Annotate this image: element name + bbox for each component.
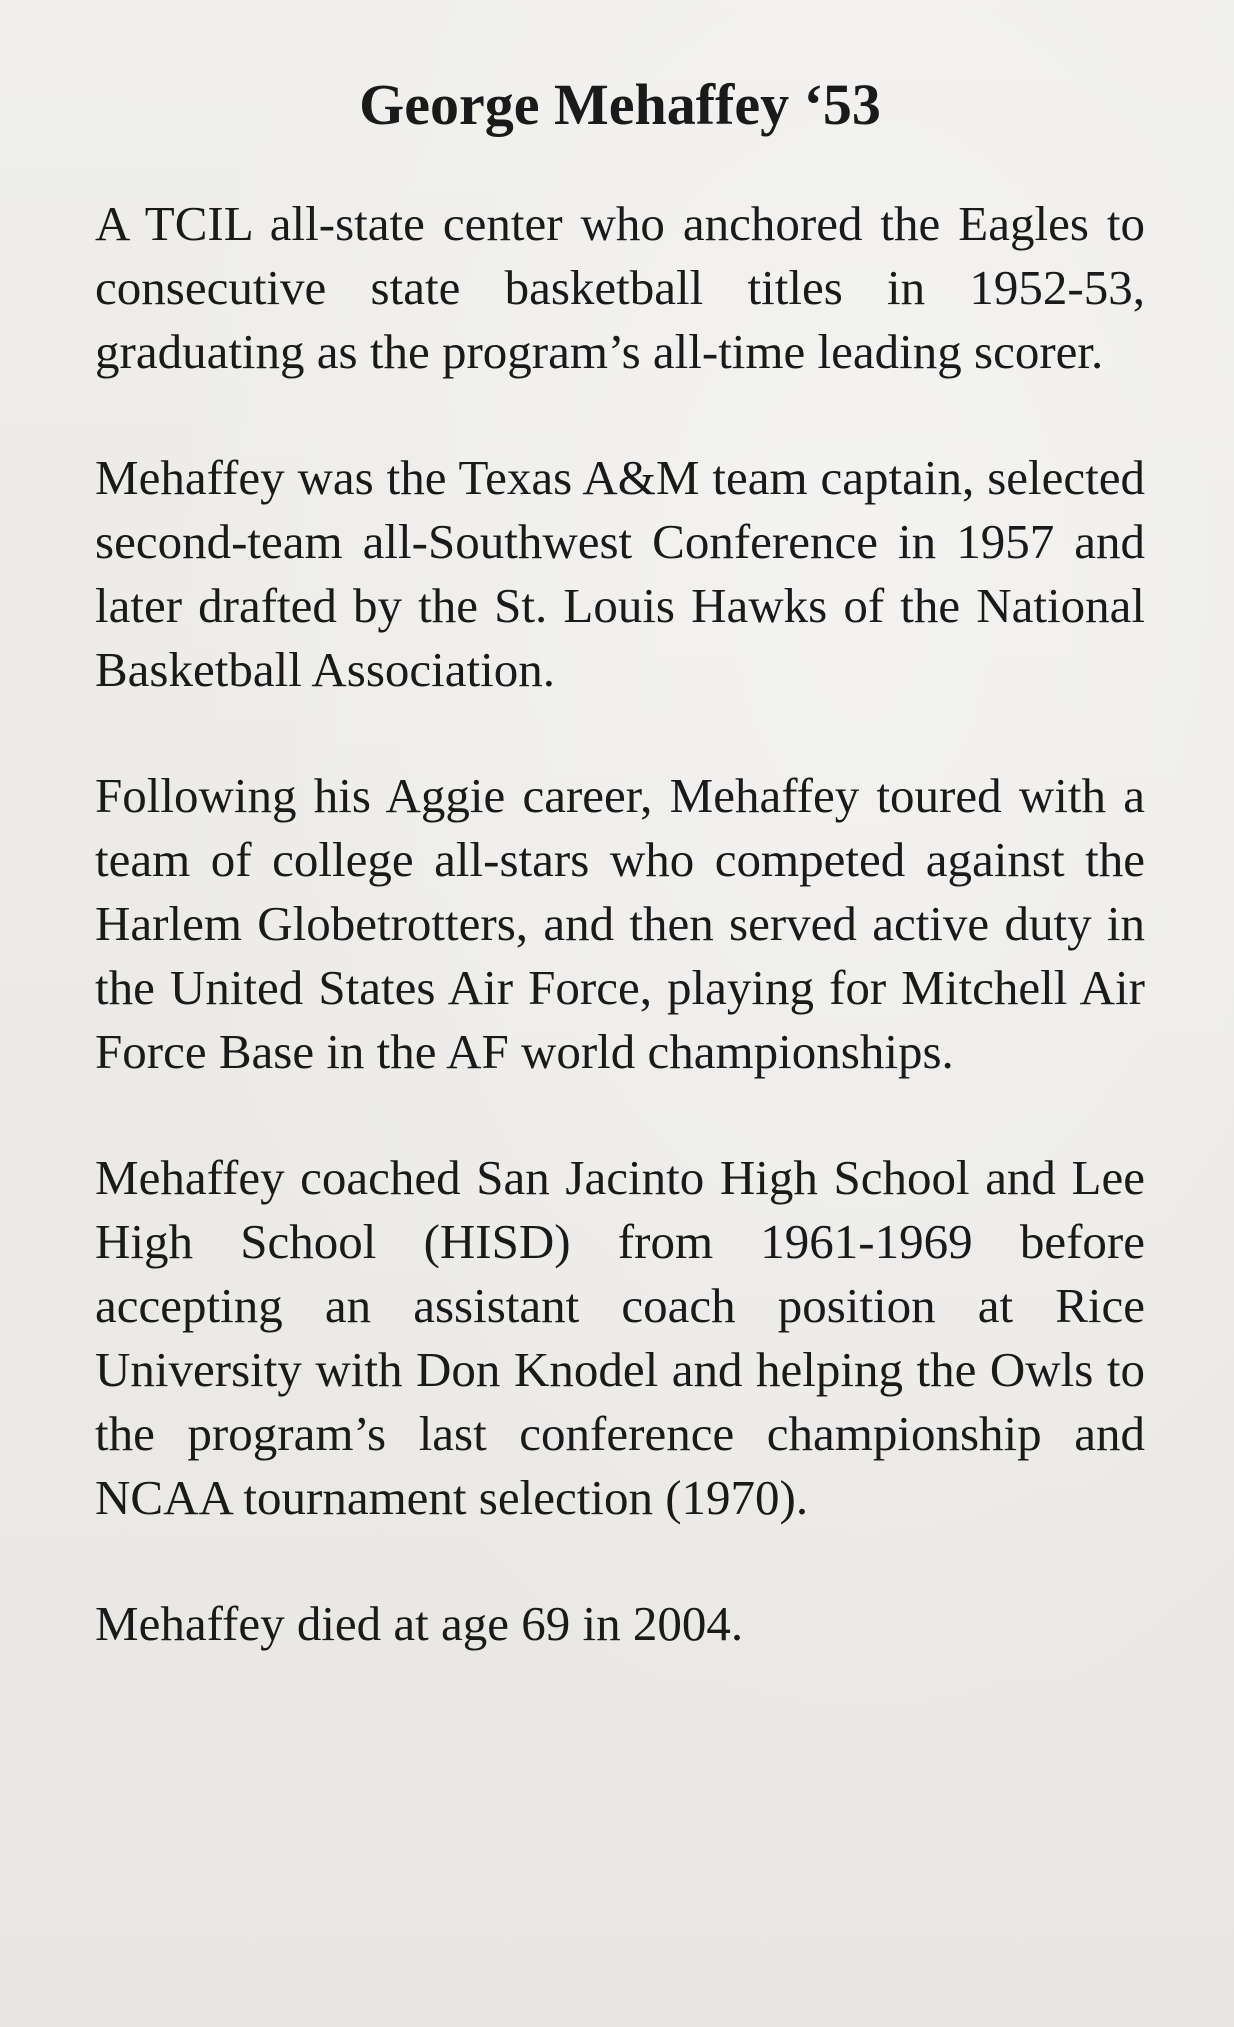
paragraph-high-school: A TCIL all-state center who anchored the Eagles to consecutive state basketball titles in 1952-53, graduating as the program’s all-time leading scorer. [95,195,1145,379]
bio-content [95,70,1145,1656]
paragraph-military: Following his Aggie career, Mehaffey toured with a team of college all-stars who competed against the Harlem Globetrotters, and then served active duty in the United States Air Force, playing for Mitchell Air Force Base in the AF world championships. [95,767,1145,1079]
paragraph-death: Mehaffey died at age 69 in 2004. [95,1595,744,1651]
paragraph-college: Mehaffey was the Texas A&M team captain, selected second-team all-Southwest Conference in 1957 and later drafted by the St. Louis Hawks of the National Basketball Association. [95,449,1145,697]
paragraph-coaching: Mehaffey coached San Jacinto High School and Lee High School (HISD) from 1961-1969 before accepting an assistant coach position at Rice University with Don Knodel and helping the Owls to the program’s last conference championship and NCAA tournament selection (1970). [95,1149,1145,1525]
page-title: George Mehaffey ‘53 [359,72,881,137]
